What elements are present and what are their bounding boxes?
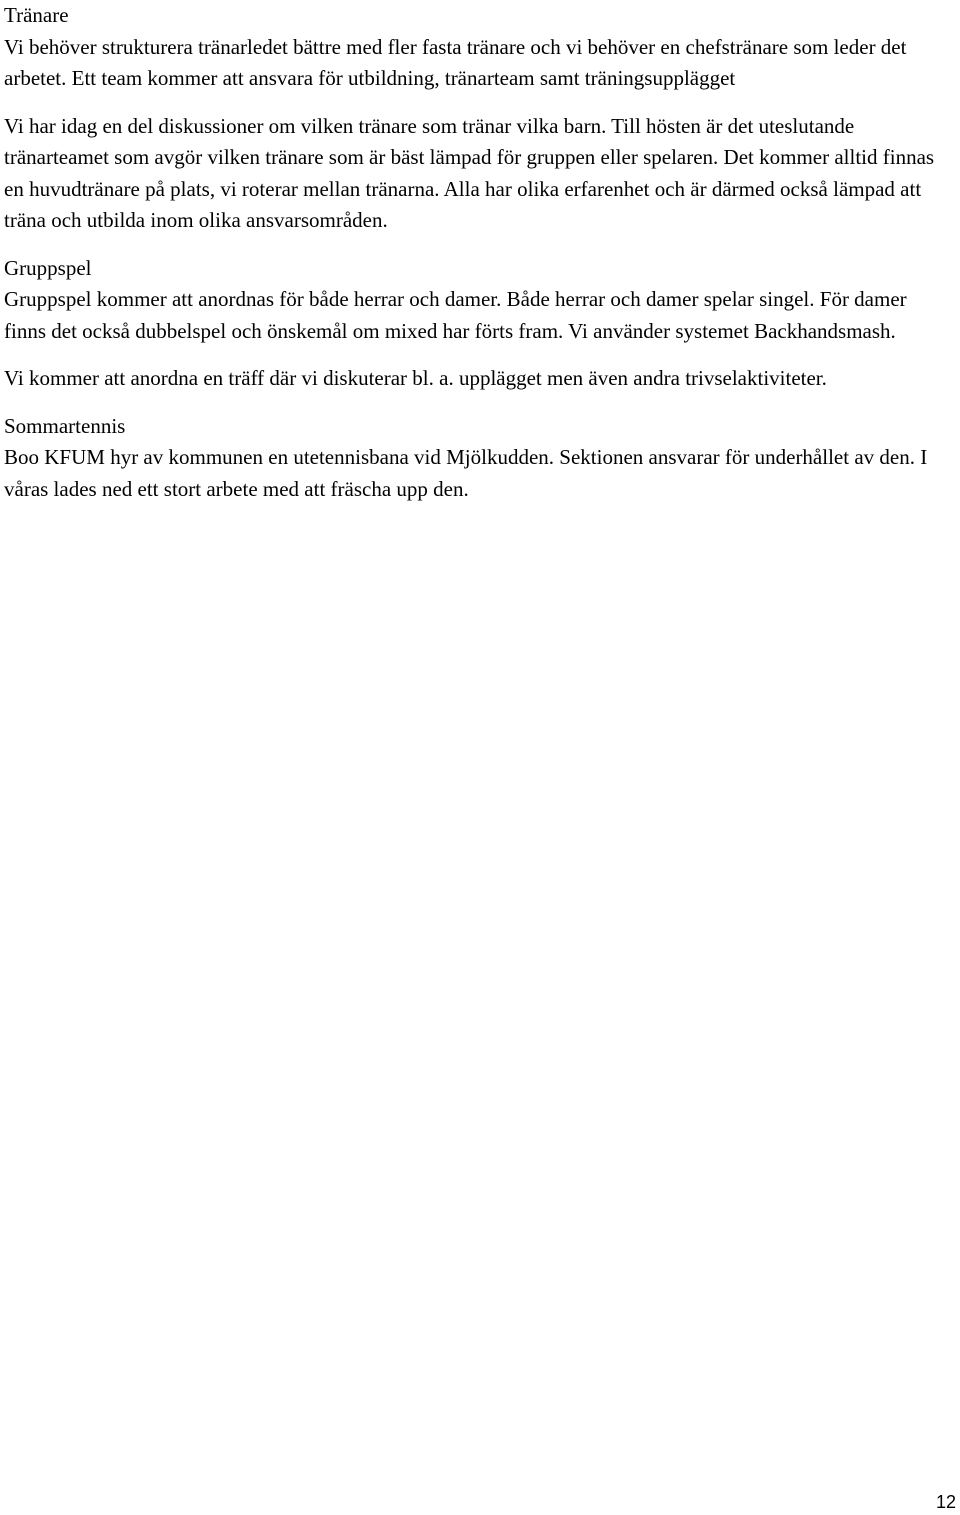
- paragraph: Boo KFUM hyr av kommunen en utetennisbana vid Mjölkudden. Sektionen ansvarar för underhållet av den. I våras lades ned ett stort arbete med att fräscha upp den.: [4, 445, 928, 501]
- section-heading: Sommartennis: [4, 413, 126, 438]
- section-sommartennis: [4, 411, 944, 506]
- paragraph: Vi har idag en del diskussioner om vilken tränare som tränar vilka barn. Till hösten är det uteslutande tränarteamet som avgör vilken tränare som är bäst lämpad för gruppen eller spelaren. Det kommer alltid finnas en huvudtränare på plats, vi roterar mellan tränarna. Alla har olika erfarenhet och är därmed också lämpad att träna och utbilda inom olika ansvarsområden.: [4, 113, 935, 232]
- section-gruppspel: [4, 253, 944, 395]
- section-heading: Tränare: [4, 3, 69, 27]
- paragraph: Gruppspel kommer att anordnas för både herrar och damer. Både herrar och damer spelar singel. För damer finns det också dubbelspel och önskemål om mixed har förts fram. Vi använder systemet Backhandsmash.: [4, 287, 907, 343]
- section-tranare: [4, 0, 944, 237]
- paragraph: Vi kommer att anordna en träff där vi diskuterar bl. a. upplägget men även andra trivselaktiviteter.: [4, 366, 827, 390]
- section-heading: Gruppspel: [4, 255, 92, 280]
- document-page: [4, 0, 944, 521]
- page-number: 12: [935, 1492, 956, 1512]
- paragraph: Vi behöver strukturera tränarledet bättre med fler fasta tränare och vi behöver en chefstränare som leder det arbetet. Ett team kommer att ansvara för utbildning, tränarteam samt träningsupplägget: [4, 34, 907, 90]
